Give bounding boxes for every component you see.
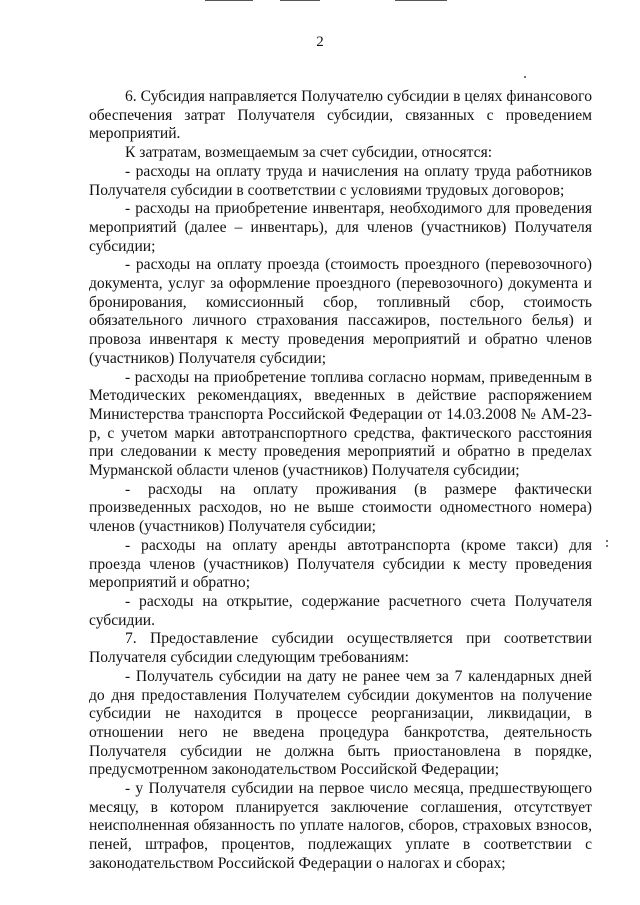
list-item-accommodation-costs: - расходы на оплату проживания (в размере фактически произведенных расходов, но не выше стоимости одноместного номера) членов (участников) Получателя субсидии; [89, 480, 592, 536]
list-item-bank-account-costs: - расходы на открытие, содержание расчетного счета Получателя субсидии. [89, 592, 592, 629]
stray-mark-margin-lower [606, 545, 608, 547]
list-item-vehicle-rental-costs: - расходы на оплату аренды автотранспорта (кроме такси) для проезда членов (участников) Получателя субсидии к месту проведения мероприятий и обратно; [89, 536, 592, 592]
top-rule-left [205, 0, 253, 1]
stray-mark-margin [606, 540, 608, 542]
list-item-labor-costs: - расходы на оплату труда и начисления на оплату труда работников Получателя субсидии в соответствии с условиями трудовых договоров; [89, 162, 592, 199]
paragraph-costs-intro: К затратам, возмещаемым за счет субсидии, относятся: [125, 144, 493, 162]
document-body [89, 88, 592, 874]
page-number: 2 [316, 34, 324, 50]
list-item-fuel-costs: - расходы на приобретение топлива согласно нормам, приведенным в Методических рекомендациях, введенных в действие распоряжением Министерства транспорта Российской Федерации от 14.03.2008 № АМ-23-р, с учетом марки автотранспортного средства, фактического расстояния при следовании к месту проведения мероприятий и обратно в пределах Мурманской области членов (участников) Получателя субсидии; [89, 368, 592, 480]
list-item-equipment-costs: - расходы на приобретение инвентаря, необходимого для проведения мероприятий (далее – инвентарь), для членов (участников) Получателя субсидии; [89, 200, 592, 255]
stray-mark-top [524, 76, 526, 78]
top-rule-right [395, 0, 447, 1]
list-item-travel-costs: - расходы на оплату проезда (стоимость проездного (перевозочного) документа, услуг за оформление проездного (перевозочного) документа и бронирования, комиссионный сбор, топливный сбор, стоимость обязательного личного страхования пассажиров, постельного белья) и провоза инвентаря к месту проведения мероприятий и обратно членов (участников) Получателя субсидии; [89, 256, 592, 367]
paragraph-subsidy-purpose: 6. Субсидия направляется Получателю субсидии в целях финансового обеспечения затрат Получателя субсидии, связанных с проведением мероприятий. [89, 88, 592, 143]
list-item-no-reorganization: - Получатель субсидии на дату не ранее чем за 7 календарных дней до дня предоставления Получателем субсидии документов на получение субсидии не находится в процессе реорганизации, ликвидации, в отношении него не введена процедура банкротства, деятельность Получателя субсидии не должна быть приостановлена в порядке, предусмотренном законодательством Российской Федерации; [89, 667, 592, 779]
paragraph-requirements-intro: 7. Предоставление субсидии осуществляется при соответствии Получателя субсидии следующим требованиям: [89, 630, 592, 667]
top-rule-center [280, 0, 320, 1]
list-item-no-tax-debt: - у Получателя субсидии на первое число месяца, предшествующего месяцу, в котором планируется заключение соглашения, отсутствует неисполненная обязанность по уплате налогов, сборов, страховых взносов, пеней, штрафов, процентов, подлежащих уплате в соответствии с законодательством Российской Федерации о налогах и сборах; [89, 780, 592, 872]
